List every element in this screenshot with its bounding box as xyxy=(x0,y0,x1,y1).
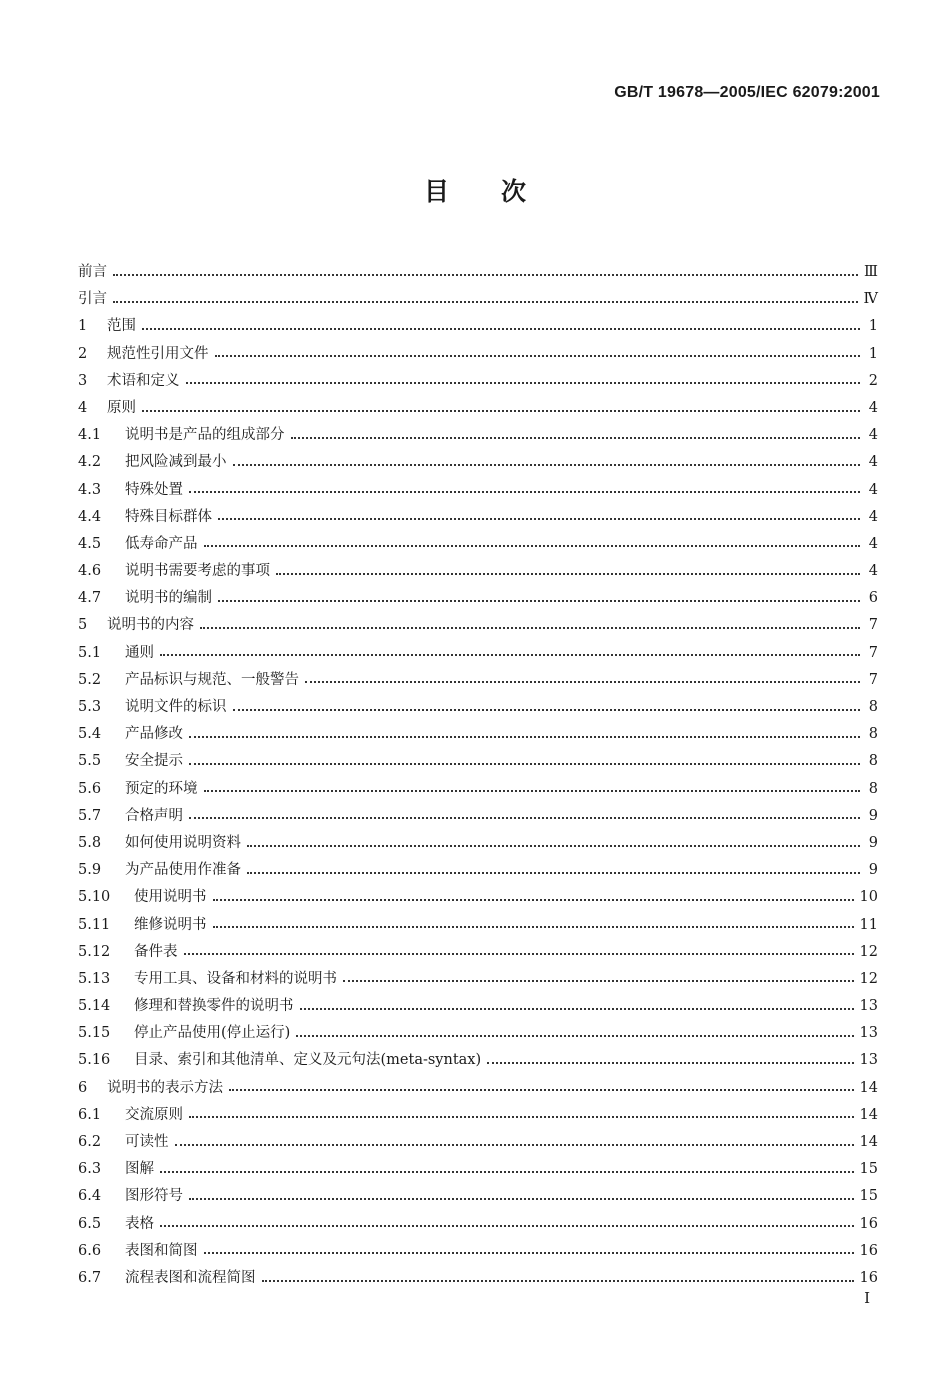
toc-entry xyxy=(78,612,878,639)
toc-entry xyxy=(78,640,878,667)
toc-entry-page: 12 xyxy=(859,970,878,987)
toc-entry xyxy=(78,1238,878,1265)
toc-entry-title: 说明书需要考虑的事项 xyxy=(125,563,270,580)
toc-leader-dots xyxy=(186,382,861,384)
toc-entry xyxy=(78,395,878,422)
toc-entry-page: 12 xyxy=(859,943,878,960)
toc-leader-dots xyxy=(247,845,860,847)
toc-entry xyxy=(78,368,878,395)
toc-entry-title: 备件表 xyxy=(134,943,178,960)
toc-entry-title: 交流原则 xyxy=(125,1106,183,1123)
toc-leader-dots xyxy=(113,301,858,303)
toc-entry-number: 5.8 xyxy=(78,834,102,851)
table-of-contents xyxy=(78,259,878,1292)
toc-entry-number: 5.3 xyxy=(78,699,102,715)
toc-entry-page: 14 xyxy=(859,1079,878,1096)
toc-entry xyxy=(78,313,878,340)
toc-leader-dots xyxy=(305,681,860,683)
toc-leader-dots xyxy=(160,1171,854,1173)
toc-entry-number: 5.2 xyxy=(78,671,102,688)
toc-entry-page: 4 xyxy=(868,399,878,416)
toc-entry-number: 4.4 xyxy=(78,508,102,525)
toc-entry xyxy=(78,477,878,504)
toc-entry-page: 9 xyxy=(868,862,878,879)
toc-entry-number: 5.7 xyxy=(78,807,102,824)
toc-entry-title: 停止产品使用(停止运行) xyxy=(134,1025,291,1042)
toc-leader-dots xyxy=(189,736,860,738)
toc-entry xyxy=(78,1156,878,1183)
toc-entry-page: 8 xyxy=(868,699,878,715)
toc-entry xyxy=(78,966,878,993)
toc-entry-page: 16 xyxy=(859,1215,878,1232)
toc-entry-page: 14 xyxy=(859,1106,878,1123)
toc-entry-number: 6.3 xyxy=(78,1161,102,1178)
toc-entry-title: 图解 xyxy=(125,1161,154,1178)
toc-entry-number: 4.7 xyxy=(78,590,102,607)
toc-entry-title: 如何使用说明资料 xyxy=(125,834,241,851)
toc-entry-title: 产品修改 xyxy=(125,726,183,743)
toc-entry-number: 5.6 xyxy=(78,780,102,797)
toc-leader-dots xyxy=(189,763,860,765)
toc-entry-page: 16 xyxy=(859,1242,878,1259)
toc-leader-dots xyxy=(229,1089,854,1091)
toc-entry xyxy=(78,1211,878,1238)
toc-leader-dots xyxy=(160,1225,854,1227)
toc-entry-number: 2 xyxy=(78,345,88,362)
toc-leader-dots xyxy=(215,355,861,357)
page-number: I xyxy=(864,1289,870,1307)
toc-entry-number: 4.1 xyxy=(78,427,102,444)
toc-leader-dots xyxy=(291,437,861,439)
toc-entry xyxy=(78,422,878,449)
toc-entry xyxy=(78,803,878,830)
toc-leader-dots xyxy=(189,491,860,493)
toc-entry xyxy=(78,1265,878,1292)
toc-leader-dots xyxy=(262,1280,854,1282)
toc-entry xyxy=(78,721,878,748)
toc-entry xyxy=(78,857,878,884)
toc-entry xyxy=(78,449,878,476)
toc-entry xyxy=(78,1075,878,1102)
toc-entry xyxy=(78,776,878,803)
toc-entry-page: 15 xyxy=(859,1188,878,1205)
toc-entry-page: 8 xyxy=(868,780,878,797)
toc-leader-dots xyxy=(200,627,860,629)
toc-entry-title: 引言 xyxy=(78,291,107,308)
toc-entry-title: 前言 xyxy=(78,264,107,280)
toc-entry-number: 6.7 xyxy=(78,1269,102,1286)
toc-entry-title: 通则 xyxy=(125,644,154,661)
toc-entry-number: 4.6 xyxy=(78,563,102,580)
toc-entry-number: 5.11 xyxy=(78,916,111,933)
toc-entry-page: 8 xyxy=(868,726,878,743)
toc-leader-dots xyxy=(213,899,854,901)
toc-entry-number: 6.2 xyxy=(78,1134,102,1150)
toc-entry-title: 目录、索引和其他清单、定义及元句法(meta-syntax) xyxy=(134,1052,482,1069)
toc-entry xyxy=(78,993,878,1020)
toc-entry-number: 5.14 xyxy=(78,998,111,1015)
toc-leader-dots xyxy=(247,872,860,874)
toc-leader-dots xyxy=(204,545,861,547)
toc-entry-number: 3 xyxy=(78,372,88,389)
toc-entry-number: 6.1 xyxy=(78,1106,102,1123)
toc-entry-title: 原则 xyxy=(107,399,136,416)
toc-entry-title: 安全提示 xyxy=(125,753,183,770)
toc-entry-number: 6.5 xyxy=(78,1215,102,1232)
toc-entry xyxy=(78,830,878,857)
toc-entry-title: 把风险减到最小 xyxy=(125,454,227,471)
toc-entry-page: 4 xyxy=(868,481,878,498)
toc-entry-page: 13 xyxy=(859,1025,878,1042)
toc-entry xyxy=(78,558,878,585)
toc-entry-number: 4.3 xyxy=(78,481,102,498)
toc-leader-dots xyxy=(189,817,860,819)
toc-entry-title: 表格 xyxy=(125,1215,154,1232)
toc-leader-dots xyxy=(218,518,860,520)
toc-entry-number: 5.13 xyxy=(78,970,111,987)
toc-entry xyxy=(78,531,878,558)
toc-leader-dots xyxy=(175,1144,854,1146)
toc-entry-title: 合格声明 xyxy=(125,807,183,824)
toc-leader-dots xyxy=(189,1198,854,1200)
toc-leader-dots xyxy=(487,1062,853,1064)
toc-leader-dots xyxy=(113,274,858,276)
toc-entry-number: 5 xyxy=(78,617,88,634)
toc-entry-title: 产品标识与规范、一般警告 xyxy=(125,671,299,688)
toc-entry-title: 图形符号 xyxy=(125,1188,183,1205)
toc-entry xyxy=(78,341,878,368)
standard-code: GB/T 19678—2005/IEC 62079:2001 xyxy=(614,84,880,101)
toc-entry-number: 4.2 xyxy=(78,454,102,471)
toc-leader-dots xyxy=(296,1035,853,1037)
page-title: 目次 xyxy=(423,177,578,206)
toc-entry-title: 维修说明书 xyxy=(134,916,207,933)
toc-entry-title: 说明书的表示方法 xyxy=(107,1079,223,1096)
toc-leader-dots xyxy=(142,410,860,412)
toc-entry xyxy=(78,884,878,911)
toc-entry xyxy=(78,939,878,966)
toc-entry xyxy=(78,259,878,286)
toc-leader-dots xyxy=(276,573,860,575)
toc-entry-page: 7 xyxy=(868,617,878,634)
toc-entry-page: 9 xyxy=(868,834,878,851)
toc-leader-dots xyxy=(204,790,861,792)
toc-leader-dots xyxy=(184,953,854,955)
toc-entry-page: 10 xyxy=(859,889,878,906)
toc-leader-dots xyxy=(160,654,860,656)
toc-entry-page: 8 xyxy=(868,753,878,770)
toc-leader-dots xyxy=(233,709,861,711)
toc-entry-page: 15 xyxy=(859,1161,878,1178)
toc-entry-page: 16 xyxy=(859,1269,878,1286)
toc-entry-number: 5.5 xyxy=(78,753,102,770)
toc-entry-title: 说明书的编制 xyxy=(125,590,212,607)
toc-entry-title: 流程表图和流程简图 xyxy=(125,1269,256,1286)
toc-entry xyxy=(78,1020,878,1047)
toc-leader-dots xyxy=(300,1008,854,1010)
toc-entry-title: 表图和简图 xyxy=(125,1242,198,1259)
toc-entry-page: 4 xyxy=(868,508,878,525)
toc-entry xyxy=(78,694,878,721)
toc-entry xyxy=(78,912,878,939)
toc-entry-page: 6 xyxy=(868,590,878,607)
toc-entry-title: 特殊目标群体 xyxy=(125,508,212,525)
toc-entry-title: 术语和定义 xyxy=(107,372,180,389)
toc-entry-title: 使用说明书 xyxy=(134,889,207,906)
toc-entry xyxy=(78,1183,878,1210)
toc-entry-title: 范围 xyxy=(107,318,136,335)
toc-leader-dots xyxy=(218,600,860,602)
toc-entry-number: 4.5 xyxy=(78,535,102,552)
toc-entry-number: 5.15 xyxy=(78,1025,111,1042)
toc-entry-title: 低寿命产品 xyxy=(125,535,198,552)
toc-entry-title: 专用工具、设备和材料的说明书 xyxy=(134,970,337,987)
toc-leader-dots xyxy=(213,926,854,928)
toc-leader-dots xyxy=(189,1116,854,1118)
toc-entry-page: 4 xyxy=(868,535,878,552)
toc-entry-title: 预定的环境 xyxy=(125,780,198,797)
toc-entry-number: 5.16 xyxy=(78,1052,111,1069)
toc-entry-page: 7 xyxy=(868,644,878,661)
toc-entry-number: 1 xyxy=(78,318,88,335)
toc-entry-number: 6.4 xyxy=(78,1188,102,1205)
toc-entry-page: 4 xyxy=(868,427,878,444)
toc-entry-title: 说明文件的标识 xyxy=(125,699,227,715)
toc-entry-page: 13 xyxy=(859,998,878,1015)
toc-entry-number: 5.4 xyxy=(78,726,102,743)
toc-entry xyxy=(78,667,878,694)
toc-entry xyxy=(78,748,878,775)
toc-entry xyxy=(78,1102,878,1129)
toc-entry-page: 11 xyxy=(859,916,878,933)
toc-entry-title: 可读性 xyxy=(125,1134,169,1150)
toc-entry xyxy=(78,585,878,612)
toc-entry xyxy=(78,1129,878,1156)
toc-entry-title: 说明书是产品的组成部分 xyxy=(125,427,285,444)
toc-leader-dots xyxy=(233,464,861,466)
toc-entry-page: 1 xyxy=(868,318,878,335)
toc-entry-page: 7 xyxy=(868,671,878,688)
toc-entry xyxy=(78,286,878,313)
toc-entry-page: 4 xyxy=(868,563,878,580)
toc-entry-page: 4 xyxy=(868,454,878,471)
toc-entry-number: 4 xyxy=(78,399,88,416)
toc-leader-dots xyxy=(142,328,860,330)
toc-entry-number: 5.12 xyxy=(78,943,111,960)
toc-entry-page: Ⅲ xyxy=(864,264,878,280)
toc-entry-page: 1 xyxy=(868,345,878,362)
toc-entry-number: 5.1 xyxy=(78,644,102,661)
toc-entry-number: 5.10 xyxy=(78,889,111,906)
toc-entry-number: 6.6 xyxy=(78,1242,102,1259)
toc-entry-page: Ⅳ xyxy=(863,291,878,308)
toc-entry-title: 特殊处置 xyxy=(125,481,183,498)
toc-leader-dots xyxy=(204,1252,854,1254)
toc-entry-title: 修理和替换零件的说明书 xyxy=(134,998,294,1015)
toc-entry xyxy=(78,504,878,531)
toc-entry-page: 2 xyxy=(868,372,878,389)
toc-entry-title: 为产品使用作准备 xyxy=(125,862,241,879)
toc-leader-dots xyxy=(343,980,854,982)
toc-entry xyxy=(78,1047,878,1074)
toc-entry-page: 9 xyxy=(868,807,878,824)
toc-entry-number: 6 xyxy=(78,1079,88,1096)
toc-entry-page: 14 xyxy=(859,1134,878,1150)
toc-entry-page: 13 xyxy=(859,1052,878,1069)
toc-entry-title: 规范性引用文件 xyxy=(107,345,209,362)
toc-entry-number: 5.9 xyxy=(78,862,102,879)
toc-entry-title: 说明书的内容 xyxy=(107,617,194,634)
